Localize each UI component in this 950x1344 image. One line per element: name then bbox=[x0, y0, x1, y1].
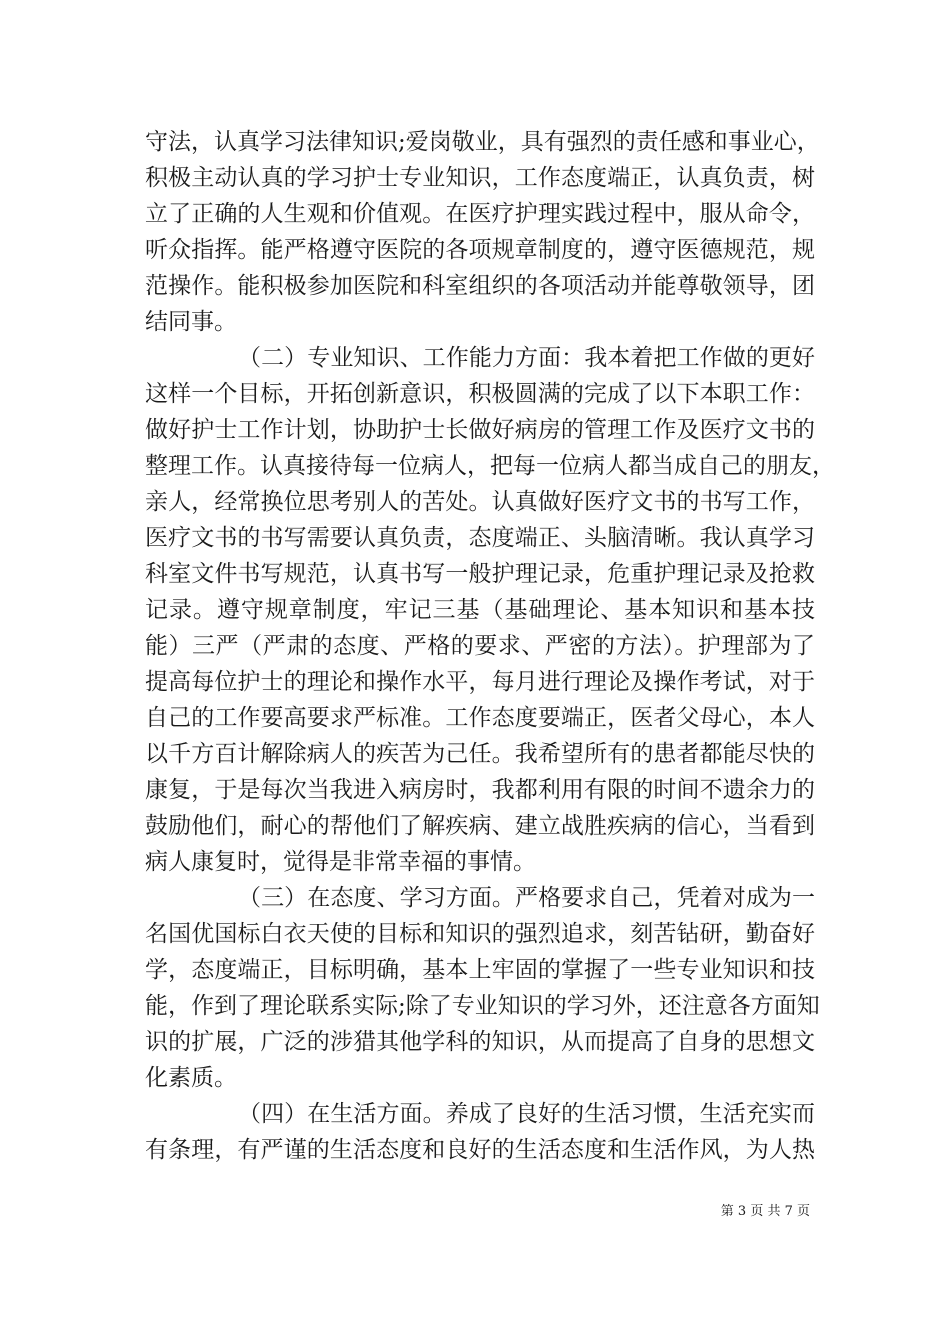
section-heading-line: （二）专业知识、工作能力方面：我本着把工作做的更好 bbox=[238, 345, 815, 371]
paragraph-line: 病人康复时，觉得是非常幸福的事情。 bbox=[145, 849, 536, 875]
paragraph-line: 立了正确的人生观和价值观。在医疗护理实践过程中，服从命令， bbox=[145, 201, 815, 227]
paragraph-line: 提高每位护士的理论和操作水平，每月进行理论及操作考试，对于 bbox=[145, 669, 815, 695]
section-heading-line: （四）在生活方面。养成了良好的生活习惯，生活充实而 bbox=[238, 1101, 815, 1127]
paragraph-line: 能）三严（严肃的态度、严格的要求、严密的方法）。护理部为了 bbox=[145, 633, 815, 659]
paragraph-line: 整理工作。认真接待每一位病人，把每一位病人都当成自己的朋友， bbox=[145, 453, 835, 479]
paragraph-line: 康复，于是每次当我进入病房时，我都利用有限的时间不遗余力的 bbox=[145, 777, 815, 803]
paragraph-line: 医疗文书的书写需要认真负责，态度端正、头脑清晰。我认真学习 bbox=[145, 525, 815, 551]
paragraph-line: 有条理，有严谨的生活态度和良好的生活态度和生活作风，为人热 bbox=[145, 1137, 815, 1163]
section-heading-line: （三）在态度、学习方面。严格要求自己，凭着对成为一 bbox=[238, 885, 815, 911]
paragraph-line: 鼓励他们，耐心的帮他们了解疾病、建立战胜疾病的信心，当看到 bbox=[145, 813, 815, 839]
paragraph-line: 科室文件书写规范，认真书写一般护理记录，危重护理记录及抢救 bbox=[145, 561, 815, 587]
page-number-footer: 第 3 页 共 7 页 bbox=[720, 1204, 810, 1219]
paragraph-line: 以千方百计解除病人的疾苦为己任。我希望所有的患者都能尽快的 bbox=[145, 741, 815, 767]
paragraph-line: 这样一个目标，开拓创新意识，积极圆满的完成了以下本职工作： bbox=[145, 381, 815, 407]
paragraph-line: 结同事。 bbox=[145, 309, 237, 335]
paragraph-line: 范操作。能积极参加医院和科室组织的各项活动并能尊敬领导，团 bbox=[145, 273, 815, 299]
paragraph-line: 名国优国标白衣天使的目标和知识的强烈追求，刻苦钻研，勤奋好 bbox=[145, 921, 815, 947]
paragraph-line: 能，作到了理论联系实际;除了专业知识的学习外，还注意各方面知 bbox=[145, 993, 820, 1019]
paragraph-line: 记录。遵守规章制度，牢记三基（基础理论、基本知识和基本技 bbox=[145, 597, 815, 623]
paragraph-line: 识的扩展，广泛的涉猎其他学科的知识，从而提高了自身的思想文 bbox=[145, 1029, 815, 1055]
paragraph-line: 学，态度端正，目标明确，基本上牢固的掌握了一些专业知识和技 bbox=[145, 957, 815, 983]
paragraph-line: 化素质。 bbox=[145, 1065, 237, 1091]
paragraph-line: 自己的工作要高要求严标准。工作态度要端正，医者父母心，本人 bbox=[145, 705, 815, 731]
paragraph-line: 亲人，经常换位思考别人的苦处。认真做好医疗文书的书写工作， bbox=[145, 489, 815, 515]
paragraph-line: 听众指挥。能严格遵守医院的各项规章制度的，遵守医德规范，规 bbox=[145, 237, 815, 263]
paragraph-line: 做好护士工作计划，协助护士长做好病房的管理工作及医疗文书的 bbox=[145, 417, 815, 443]
paragraph-line: 守法，认真学习法律知识;爱岗敬业，具有强烈的责任感和事业心， bbox=[145, 129, 820, 155]
paragraph-line: 积极主动认真的学习护士专业知识，工作态度端正，认真负责，树 bbox=[145, 165, 815, 191]
